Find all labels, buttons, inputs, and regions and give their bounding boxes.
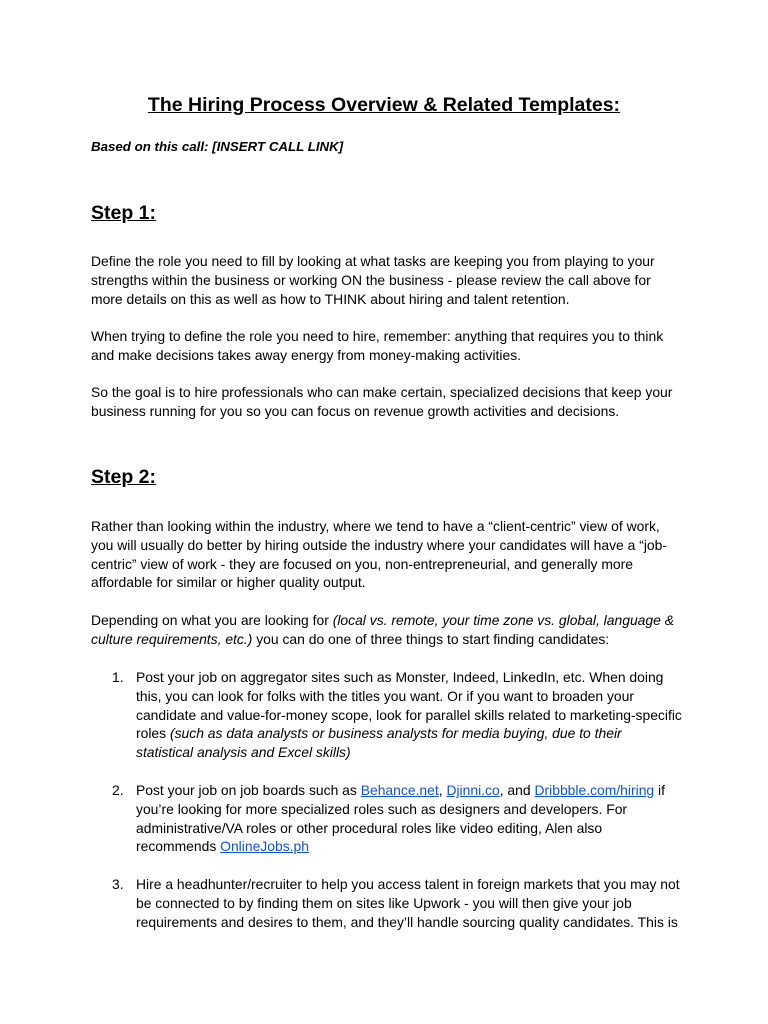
list-item-2-body-b: if you’re looking for more specialized roles such as designers and developers. For administrative/VA roles or other procedural roles like video editing, Alen also recommends	[136, 782, 665, 855]
list-item-3-text: Hire a headhunter/recruiter to help you access talent in foreign markets that you may not be connected to by finding them on sites like Upwork - you will then give your job requirements and desires to them, and they’ll handle sourcing quality candidates. This is	[136, 876, 680, 930]
step-2-paragraph-2-start: Depending on what you are looking for	[91, 612, 333, 628]
list-item-3-number: 3.	[112, 876, 124, 892]
step-2-paragraph-2	[91, 611, 681, 649]
list-item-1-number: 1.	[112, 669, 124, 685]
djinni-link[interactable]: Djinni.co	[446, 782, 500, 798]
onlinejobs-link[interactable]: OnlineJobs.ph	[220, 838, 309, 855]
step-1-paragraph-3: So the goal is to hire professionals who can make certain, specialized decisions that keep your business running for you so you can focus on revenue growth activities and decisions.	[91, 384, 673, 419]
list-item-1-italic: (such as data analysts or business analysts for media buying, due to their statistical analysis and Excel skills)	[136, 725, 622, 761]
step-2-paragraph-1: Rather than looking within the industry, where we tend to have a “client-centric” view of work, you will usually do better by hiring outside the industry where your candidates will have a “job-centric” view of work - they are focused on you, non-entrepreneurial, and generally more affordable for similar or higher quality output.	[91, 518, 667, 591]
document-title: The Hiring Process Overview & Related Templates:	[147, 94, 621, 116]
list-item-2-body-a: Post your job on job boards such as	[136, 782, 361, 798]
based-on-call-note: Based on this call: [INSERT CALL LINK]	[91, 139, 344, 154]
list-item-2-number: 2.	[112, 782, 124, 798]
list-item-2-sep-1: ,	[438, 782, 447, 798]
list-item-1-body: Post your job on aggregator sites such as Monster, Indeed, LinkedIn, etc. When doing this, you can look for folks with the titles you want. Or if you want to broaden your candidate and value-for-money scope, look for parallel skills related to marketing-specific roles	[136, 669, 682, 742]
step-2-paragraph-2-end: you can do one of three things to start finding candidates:	[252, 630, 610, 647]
list-item-2-sep-2: , and	[499, 782, 535, 798]
step-2-heading: Step 2:	[91, 466, 157, 488]
step-1-paragraph-1: Define the role you need to fill by looking at what tasks are keeping you from playing to your strengths within the business or working ON the business - please review the call above for more details on this as well as how to THINK about hiring and talent retention.	[91, 253, 655, 307]
step-1-heading: Step 1:	[91, 202, 157, 224]
behance-link[interactable]: Behance.net	[360, 782, 439, 798]
dribbble-link[interactable]: Dribbble.com/hiring	[534, 782, 655, 798]
list-item-2-text	[136, 781, 682, 856]
list-item-1-text	[136, 668, 682, 762]
step-1-paragraph-2: When trying to define the role you need to hire, remember: anything that requires you to think and make decisions takes away energy from money-making activities.	[91, 328, 664, 363]
step-2-paragraph-2-italic: (local vs. remote, your time zone vs. global, language & culture requirements, etc.)	[91, 612, 674, 647]
